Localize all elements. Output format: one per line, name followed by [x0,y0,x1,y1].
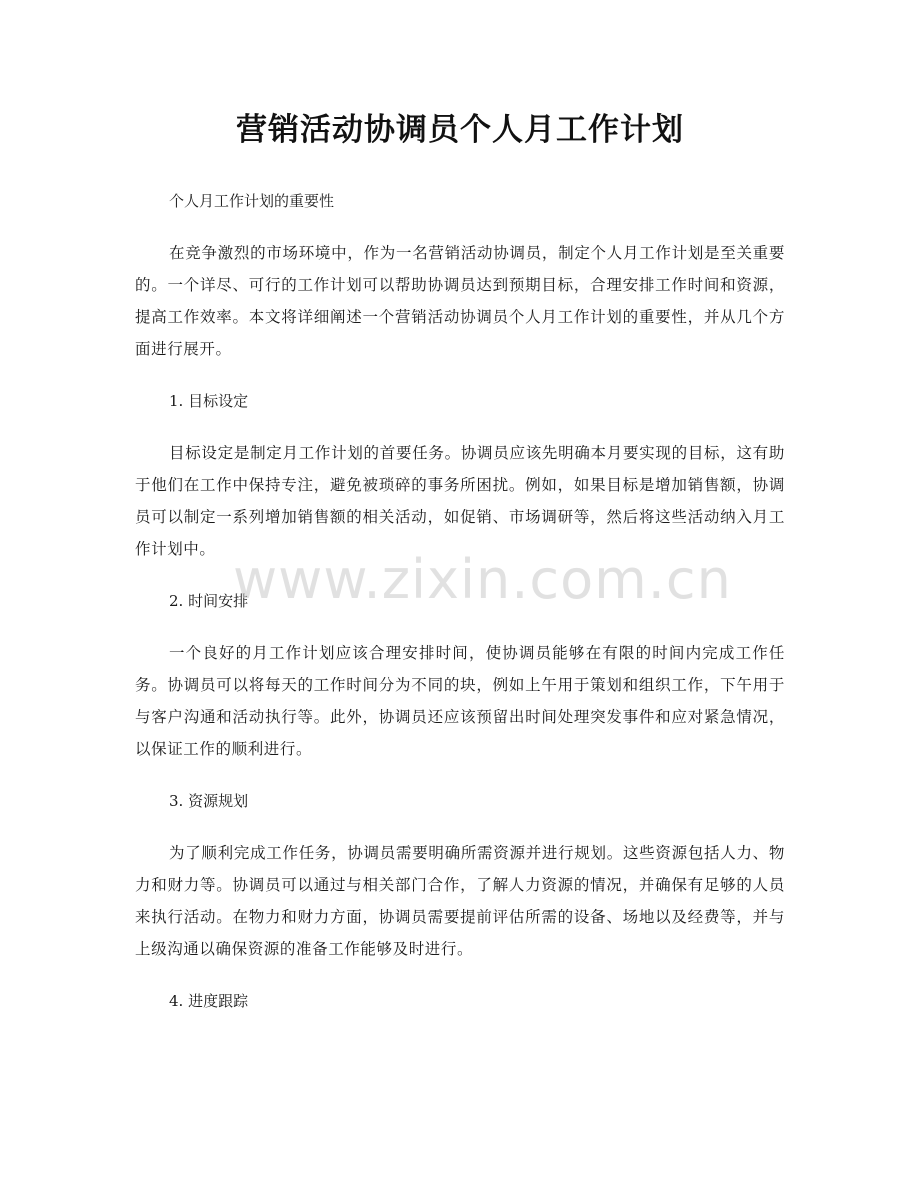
document-body [135,185,785,1037]
section-heading-progress-tracking: 4. 进度跟踪 [169,992,249,1010]
section-heading-goal-setting: 1. 目标设定 [169,392,249,410]
paragraph-resource-planning: 为了顺利完成工作任务，协调员需要明确所需资源并进行规划。这些资源包括人力、物力和财力等。协调员可以通过与相关部门合作，了解人力资源的情况，并确保有足够的人员来执行活动。在物力和财力方面，协调员需要提前评估所需的设备、场地以及经费等，并与上级沟通以确保资源的准备工作能够及时进行。 [135,844,785,958]
section-heading-resource-planning: 3. 资源规划 [169,792,249,810]
section-heading-time-arrangement: 2. 时间安排 [169,592,249,610]
section-heading-importance: 个人月工作计划的重要性 [169,192,335,210]
watermark: www.zixin.com.cn [233,548,732,611]
paragraph-intro: 在竞争激烈的市场环境中，作为一名营销活动协调员，制定个人月工作计划是至关重要的。一个详尽、可行的工作计划可以帮助协调员达到预期目标，合理安排工作时间和资源，提高工作效率。本文将详细阐述一个营销活动协调员个人月工作计划的重要性，并从几个方面进行展开。 [135,244,785,358]
paragraph-time-arrangement: 一个良好的月工作计划应该合理安排时间，使协调员能够在有限的时间内完成工作任务。协调员可以将每天的工作时间分为不同的块，例如上午用于策划和组织工作，下午用于与客户沟通和活动执行等。此外，协调员还应该预留出时间处理突发事件和应对紧急情况，以保证工作的顺利进行。 [135,644,785,758]
document-title: 营销活动协调员个人月工作计划 [236,112,684,148]
paragraph-goal-setting: 目标设定是制定月工作计划的首要任务。协调员应该先明确本月要实现的目标，这有助于他们在工作中保持专注，避免被琐碎的事务所困扰。例如，如果目标是增加销售额，协调员可以制定一系列增加销售额的相关活动，如促销、市场调研等，然后将这些活动纳入月工作计划中。 [135,444,785,558]
